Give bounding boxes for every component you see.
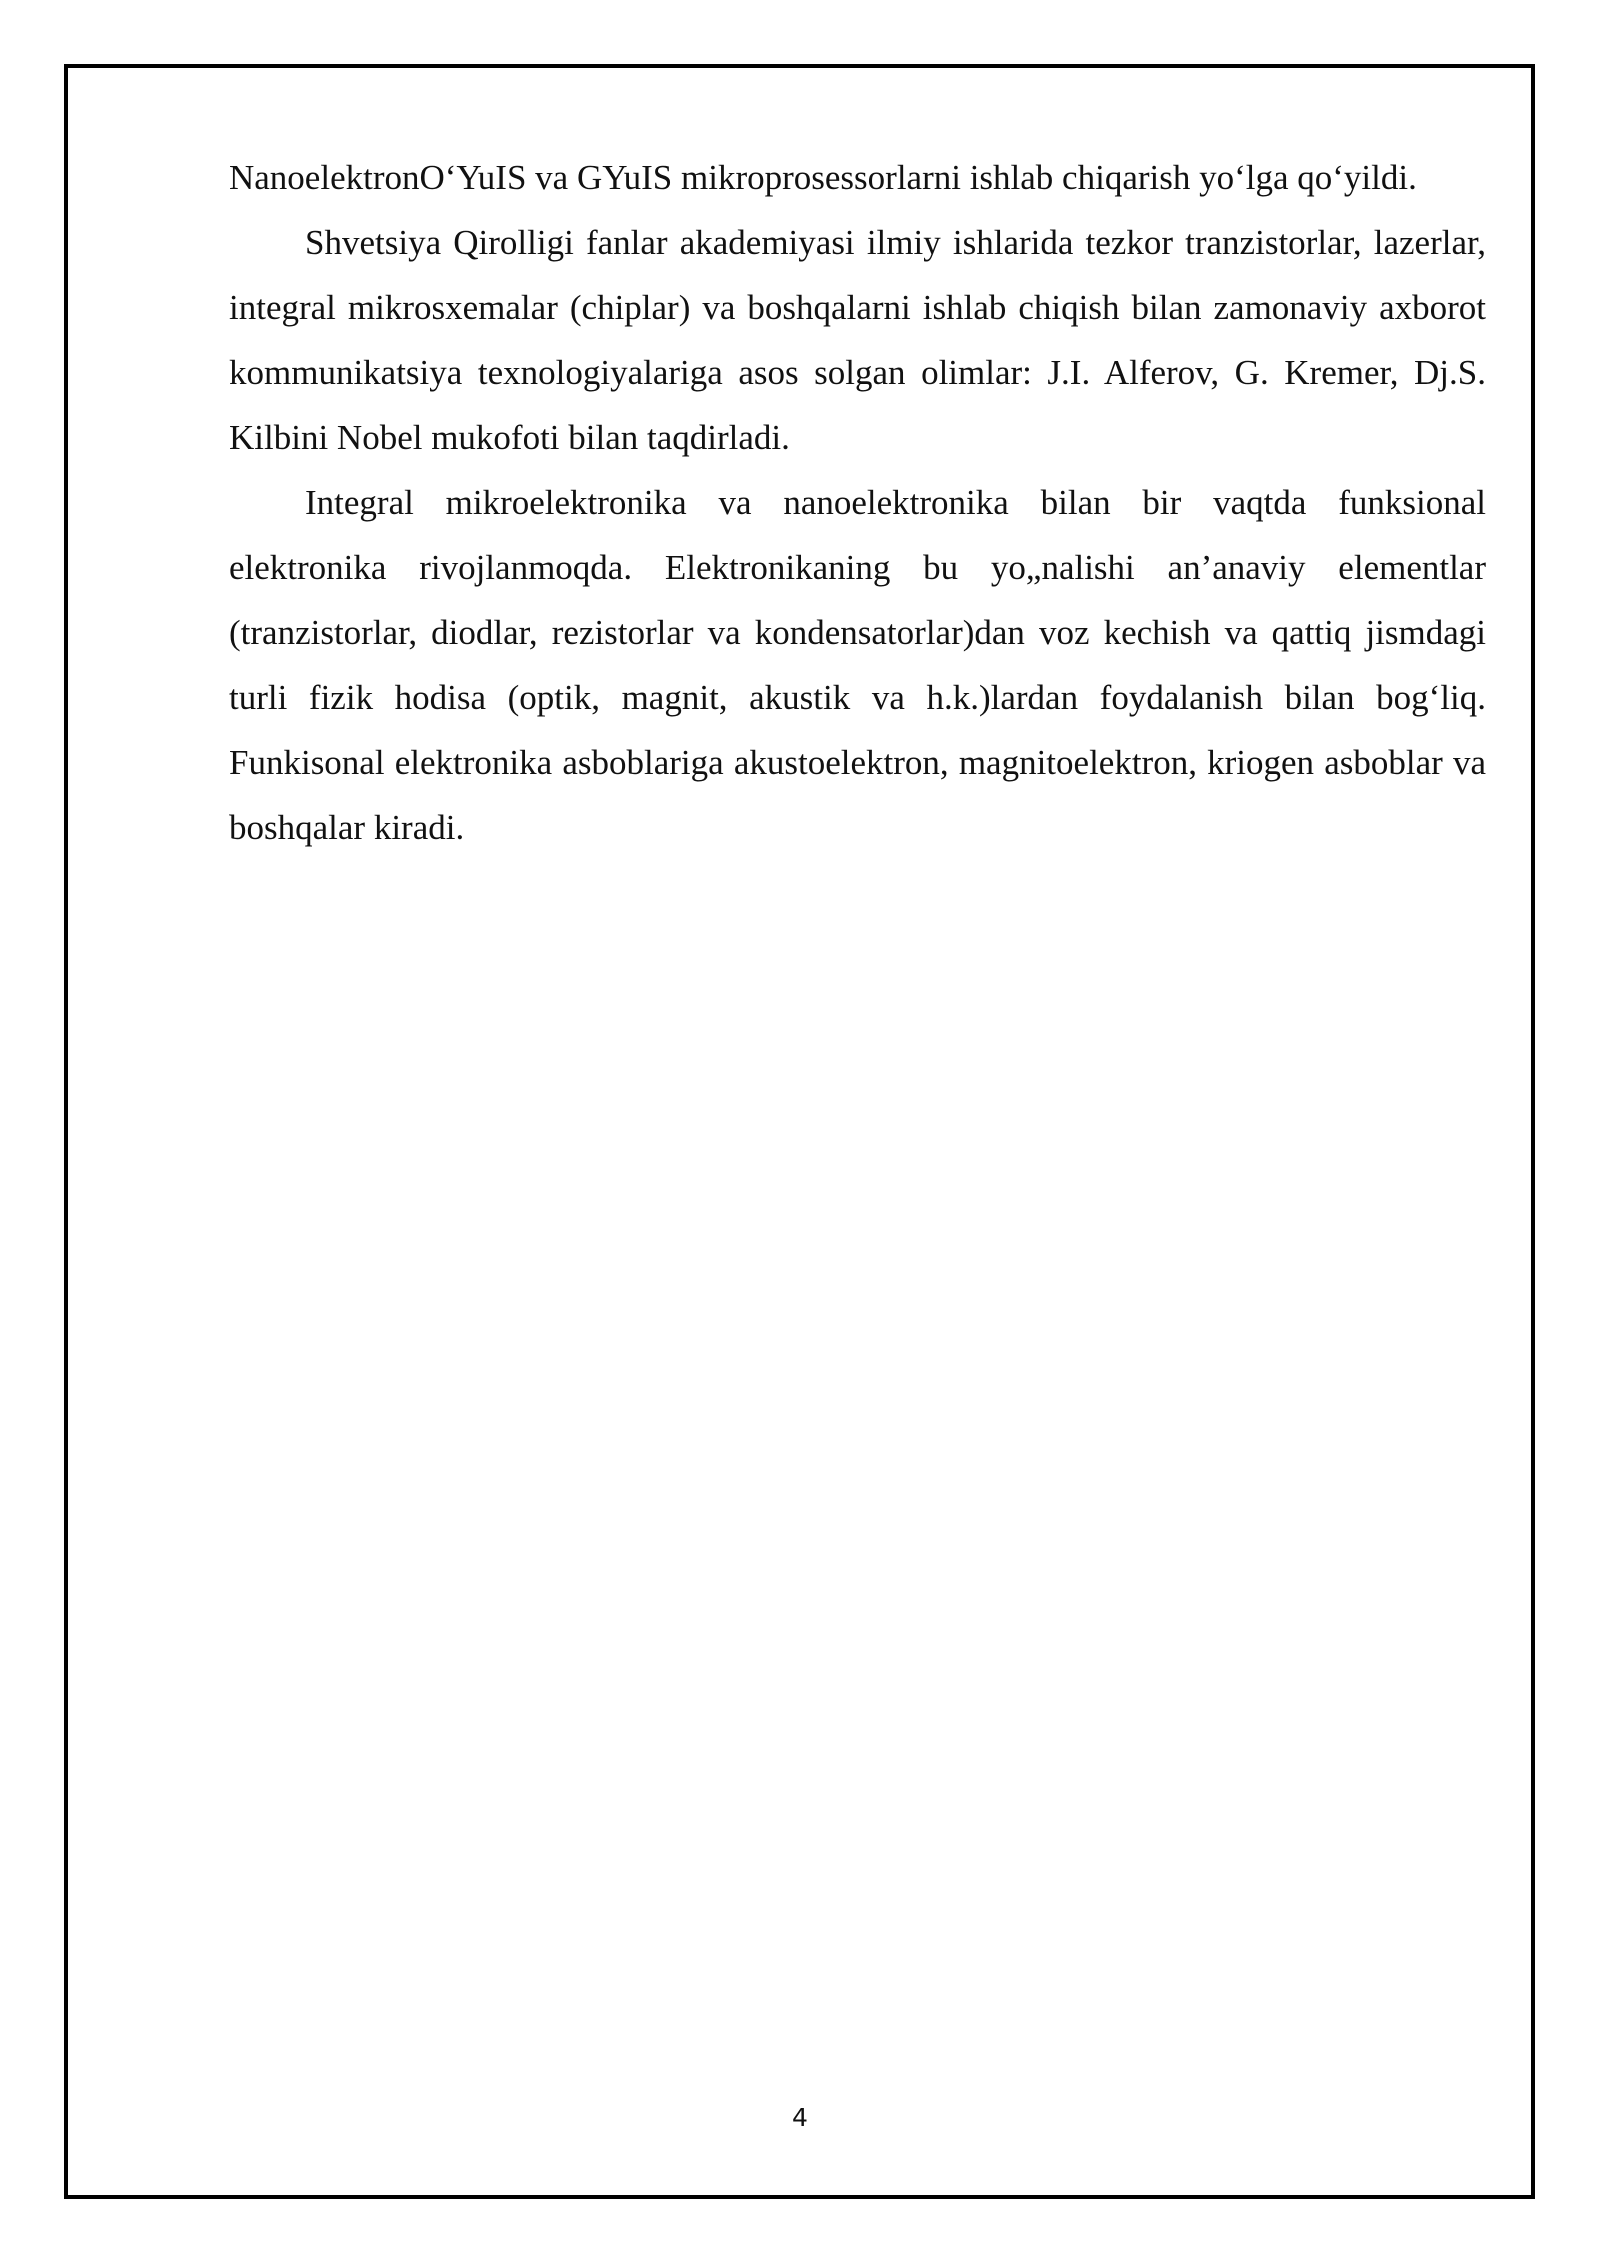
paragraph-continuation: NanoelektronO‘YuIS va GYuIS mikroprosessorlarni ishlab chiqarish yo‘lga qo‘yildi.: [229, 158, 1417, 197]
paragraph-nobel: Shvetsiya Qirolligi fanlar akademiyasi ilmiy ishlarida tezkor tranzistorlar, lazerlar, integral mikrosxemalar (chiplar) va boshqalarni ishlab chiqish bilan zamonaviy axborot kommunikatsiya texnologiyalariga asos solgan olimlar: J.I. Alferov, G. Kremer, Dj.S. Kilbini Nobel mukofoti bilan taqdirladi.: [229, 223, 1486, 457]
document-body: [229, 145, 1486, 860]
paragraph-functional-electronics: Integral mikroelektronika va nanoelektronika bilan bir vaqtda funksional elektronika rivojlanmoqda. Elektronikaning bu yo„nalishi an’anaviy elementlar (tranzistorlar, diodlar, rezistorlar va kondensatorlar)dan voz kechish va qattiq jismdagi turli fizik hodisa (optik, magnit, akustik va h.k.)lardan foydalanish bilan bog‘liq. Funkisonal elektronika asboblariga akustoelektron, magnitoelektron, kriogen asboblar va boshqalar kiradi.: [229, 483, 1486, 847]
page-number: 4: [792, 2103, 808, 2132]
